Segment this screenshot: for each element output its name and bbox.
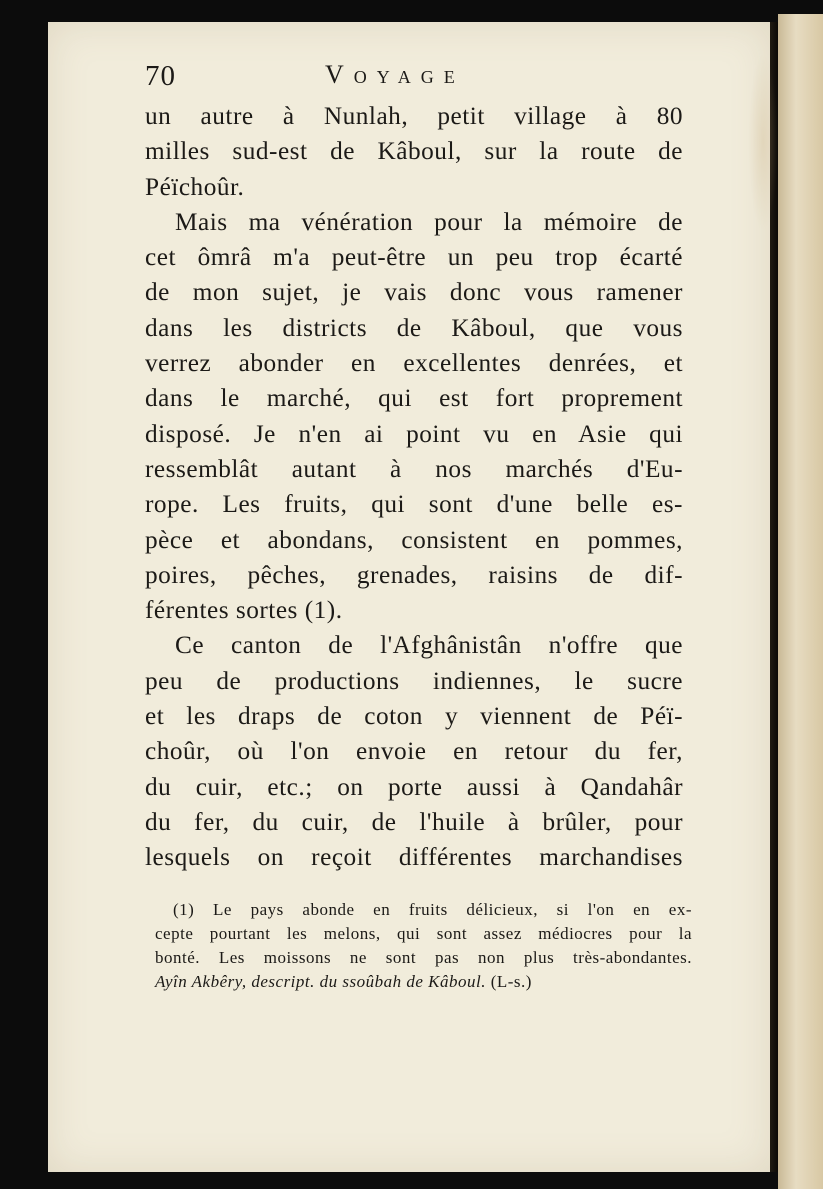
footnote-line: bonté. Les moissons ne sont pas non plus très-abondantes. [155, 948, 692, 967]
text-line: verrez abonder en excellentes denrées, et [145, 349, 683, 378]
text-line: milles sud-est de Kâboul, sur la route de [145, 137, 683, 166]
footnote-citation-line [155, 970, 692, 994]
text-line: cet ômrâ m'a peut-être un peu trop écarté [145, 243, 683, 272]
text-line: férentes sortes (1). [145, 596, 343, 625]
text-line: du cuir, etc.; on porte aussi à Qandahâr [145, 772, 683, 801]
text-line: Mais ma vénération pour la mémoire de [175, 207, 683, 236]
text-line: poires, pêches, grenades, raisins de dif- [145, 560, 683, 589]
text-line: un autre à Nunlah, petit village à 80 [145, 102, 683, 130]
page-number: 70 [145, 60, 176, 92]
text-line: rope. Les fruits, qui sont d'une belle es- [145, 490, 683, 519]
text-line: Ce canton de l'Afghânistân n'offre que [175, 631, 683, 660]
text-line: dans le marché, qui est fort proprement [145, 384, 683, 413]
footnote-line: (1) Le pays abonde en fruits délicieux, si l'on en ex- [173, 900, 692, 919]
page-header [145, 58, 665, 94]
text-line: pèce et abondans, consistent en pommes, [145, 525, 683, 554]
text-line: disposé. Je n'en ai point vu en Asie qui [145, 419, 683, 448]
facing-page-edge [778, 14, 823, 1189]
text-line: ressemblât autant à nos marchés d'Eu- [145, 454, 683, 483]
running-title: Voyage [325, 60, 465, 89]
body-text [145, 99, 683, 876]
text-line: choûr, où l'on envoie en retour du fer, [145, 737, 683, 766]
text-line: Péïchoûr. [145, 172, 245, 201]
footnote-citation: Ayîn Akbêry, descript. du ssoûbah de Kâboul. [155, 972, 486, 991]
text-line: de mon sujet, je vais donc vous ramener [145, 278, 683, 307]
text-line: lesquels on reçoit différentes marchandises [145, 843, 683, 872]
text-line: et les draps de coton y viennent de Péï- [145, 702, 683, 731]
text-line: dans les districts de Kâboul, que vous [145, 313, 683, 342]
footnote-line: cepte pourtant les melons, qui sont assez médiocres pour la [155, 924, 692, 943]
text-line: peu de productions indiennes, le sucre [145, 666, 683, 695]
text-line: du fer, du cuir, de l'huile à brûler, pour [145, 807, 683, 836]
footnote [155, 898, 692, 994]
footnote-attribution: (L-s.) [490, 972, 532, 991]
